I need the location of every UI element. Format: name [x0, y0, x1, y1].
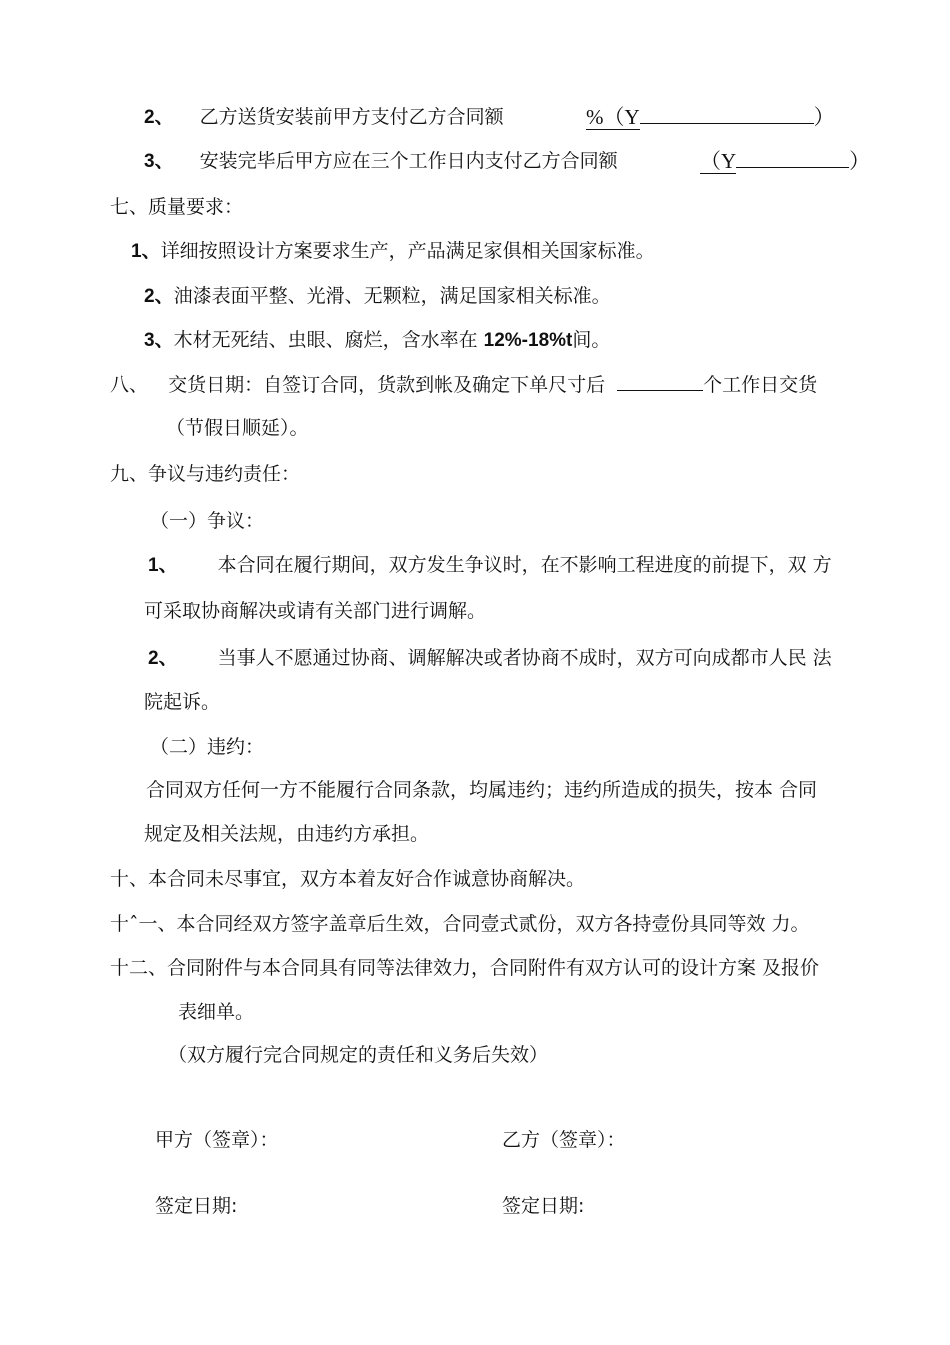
section-7-heading: 七、质量要求： — [110, 196, 244, 218]
breach-text: 合同双方任何一方不能履行合同条款，均属违约；违约所造成的损失，按本 合同 — [146, 779, 818, 801]
payment-item-2 — [144, 105, 504, 130]
quality-item-3 — [144, 328, 610, 353]
section-12-cont: 表细单。 — [178, 1001, 255, 1023]
quality-item-3-text: 木材无死结、虫眼、腐烂，含水率在 — [173, 329, 478, 351]
item-number: 2、 — [148, 648, 178, 669]
moisture-range: 12%-18%t — [483, 330, 573, 351]
payment-item-3 — [144, 149, 618, 174]
delivery-text: 交货日期：自签订合同，货款到帐及确定下单尺寸后 — [168, 374, 606, 396]
delivery-text-end: 个工作日交货 — [703, 374, 818, 396]
item-number: 1、 — [131, 241, 161, 262]
dispute-item-2-text: 当事人不愿通过协商、调解解决或者协商不成时，双方可向成都市人民 法 — [217, 647, 832, 669]
payment-item-2-text: 乙方送货安装前甲方支付乙方合同额 — [199, 106, 504, 128]
quality-item-2-text: 油漆表面平整、光滑、无颗粒，满足国家相关标准。 — [173, 285, 611, 307]
dispute-item-2 — [148, 646, 832, 671]
section-12: 十二、合同附件与本合同具有同等法律效力，合同附件有双方认可的设计方案 及报价 — [110, 957, 820, 979]
yuan-label: （Y — [700, 149, 737, 173]
quality-item-1-text: 详细按照设计方案要求生产，产品满足家俱相关国家标准。 — [160, 240, 655, 262]
party-a-date: 签定日期: — [155, 1195, 238, 1217]
payment-item-3-text: 安装完毕后甲方应在三个工作日内支付乙方合同额 — [199, 150, 618, 172]
section-11: 十ˆ一、本合同经双方签字盖章后生效，合同壹式贰份，双方各持壹份具同等效 力。 — [110, 913, 810, 935]
party-b-signature: 乙方（签章）： — [502, 1129, 626, 1151]
quality-item-2 — [144, 284, 611, 309]
dispute-item-1 — [148, 553, 832, 578]
item-number: 3、 — [144, 151, 174, 172]
section-number: 八、 — [110, 374, 149, 396]
close-paren: ） — [849, 149, 871, 173]
section-10: 十、本合同未尽事宜，双方本着友好合作诚意协商解决。 — [110, 868, 586, 890]
item-number: 2、 — [144, 107, 174, 128]
dispute-item-2-cont: 院起诉。 — [144, 691, 221, 713]
quality-item-3-end: 间。 — [572, 329, 611, 351]
breach-subheading: （二）违约： — [150, 736, 265, 758]
dispute-item-1-cont: 可采取协商解决或请有关部门进行调解。 — [144, 600, 487, 622]
quality-item-1 — [131, 239, 655, 264]
delivery-note: （节假日顺延）。 — [166, 417, 309, 439]
days-blank — [617, 372, 703, 391]
item-number: 2、 — [144, 286, 174, 307]
close-paren: ） — [813, 105, 835, 129]
validity-note: （双方履行完合同规定的责任和义务后失效） — [168, 1044, 549, 1066]
party-a-signature: 甲方（签章）： — [155, 1129, 279, 1151]
payment-item-2-amount — [586, 105, 835, 129]
item-number: 1、 — [148, 555, 178, 576]
percent-yuan-label: %（Y — [586, 105, 640, 129]
amount-blank — [640, 105, 814, 124]
party-b-date: 签定日期: — [502, 1195, 585, 1217]
item-number: 3、 — [144, 330, 174, 351]
breach-text-cont: 规定及相关法规，由违约方承担。 — [144, 823, 430, 845]
dispute-subheading: （一）争议： — [150, 510, 265, 532]
amount-blank — [736, 149, 849, 168]
dispute-item-1-text: 本合同在履行期间，双方发生争议时，在不影响工程进度的前提下，双 方 — [217, 554, 832, 576]
section-9-heading: 九、争议与违约责任： — [110, 463, 301, 485]
payment-item-3-amount — [700, 149, 870, 173]
section-8-heading — [110, 372, 817, 397]
